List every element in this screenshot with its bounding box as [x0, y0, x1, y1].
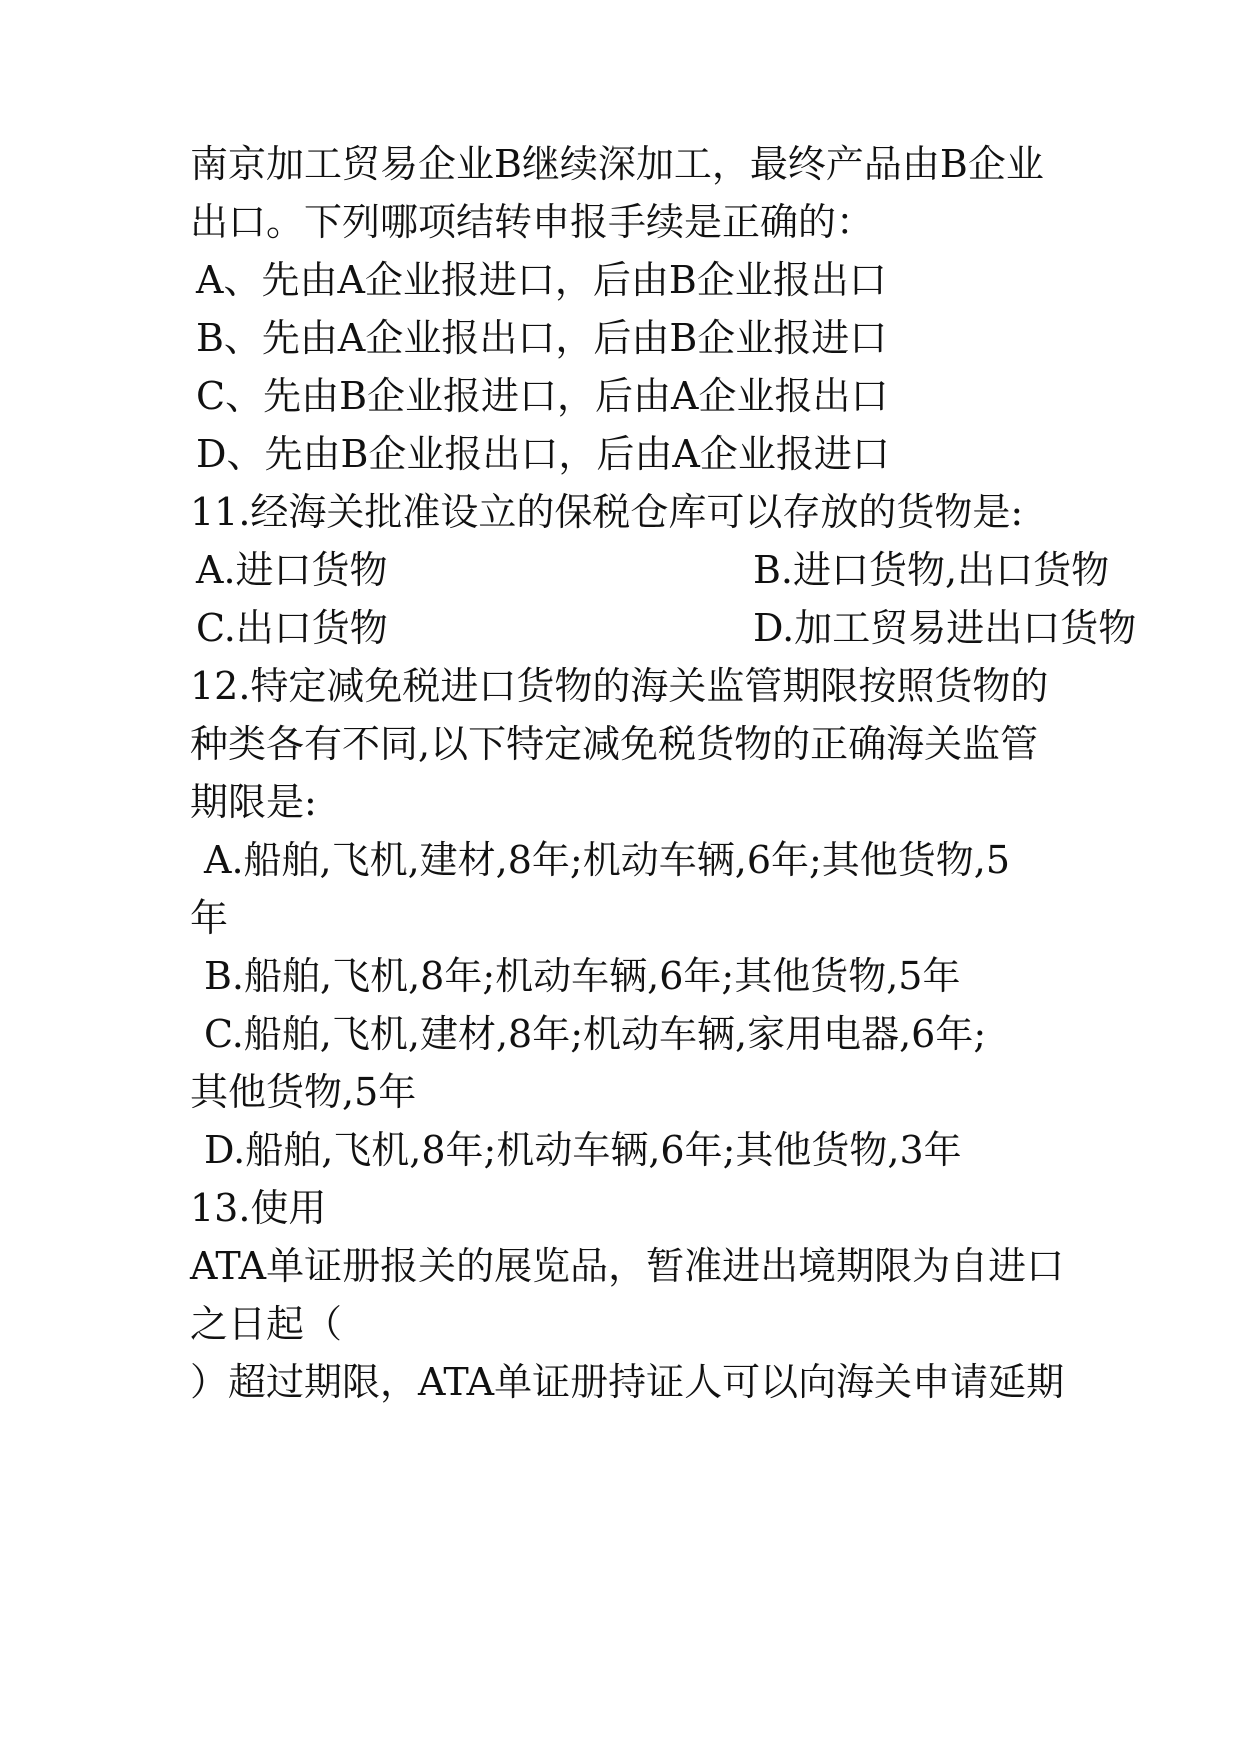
q12-option-c-line-2: 其他货物,5年 [190, 1070, 417, 1114]
q12-option-c-line-1: C.船舶,飞机,建材,8年;机动车辆,家用电器,6年; [204, 1012, 987, 1056]
q13-line-2: ATA单证册报关的展览品，暂准进出境期限为自进口 [190, 1244, 1065, 1288]
q12-option-b: B.船舶,飞机,8年;机动车辆,6年;其他货物,5年 [204, 954, 961, 998]
q10-option-c: C、先由B企业报进口，后由A企业报出口 [196, 374, 889, 418]
q11-option-b: B.进口货物,出口货物 [753, 548, 1110, 592]
q13-line-1: 13.使用 [190, 1186, 327, 1230]
q10-option-a: A、先由A企业报进口，后由B企业报出口 [196, 258, 887, 302]
q11-option-c: C.出口货物 [196, 606, 388, 650]
q10-option-b: B、先由A企业报出口，后由B企业报进口 [196, 316, 888, 360]
q11-option-d: D.加工贸易进出口货物 [753, 606, 1137, 650]
q12-option-a-line-1: A.船舶,飞机,建材,8年;机动车辆,6年;其他货物,5 [204, 838, 1011, 882]
q12-option-d: D.船舶,飞机,8年;机动车辆,6年;其他货物,3年 [204, 1128, 962, 1172]
q10-stem-line-2: 出口。下列哪项结转申报手续是正确的： [190, 200, 875, 244]
q11-option-a: A.进口货物 [196, 548, 388, 592]
q11-options-row-2 [196, 603, 1137, 653]
q11-stem: 11.经海关批准设立的保税仓库可以存放的货物是: [190, 490, 1024, 534]
q10-stem-line-1: 南京加工贸易企业B继续深加工，最终产品由B企业 [190, 142, 1044, 186]
q11-options-row-1 [196, 545, 1110, 595]
q13-line-3: 之日起（ [190, 1302, 343, 1346]
q12-stem-line-2: 种类各有不同,以下特定减免税货物的正确海关监管 [190, 722, 1039, 766]
q13-line-4: ）超过期限，ATA单证册持证人可以向海关申请延期 [190, 1360, 1065, 1404]
q10-option-d: D、先由B企业报出口，后由A企业报进口 [196, 432, 890, 476]
q12-option-a-line-2: 年 [190, 896, 229, 940]
q12-stem-line-3: 期限是: [190, 780, 317, 824]
q12-stem-line-1: 12.特定减免税进口货物的海关监管期限按照货物的 [190, 664, 1049, 708]
